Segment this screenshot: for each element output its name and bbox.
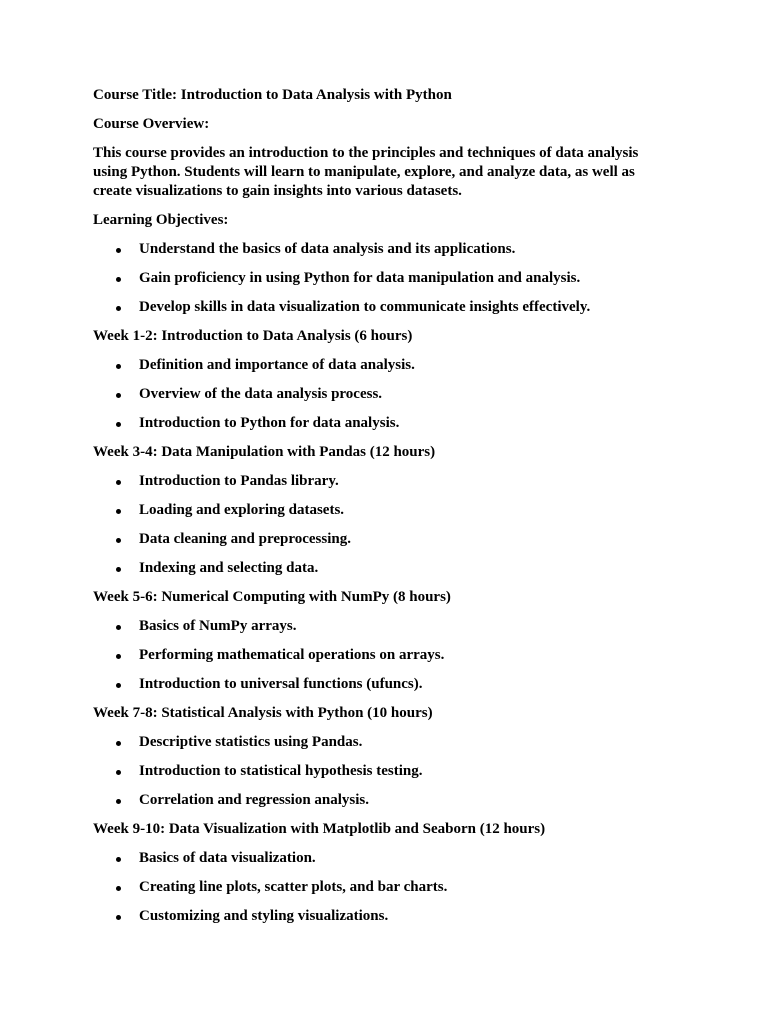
section-list-week-7-8 [93, 733, 693, 810]
list-item [93, 385, 693, 404]
section-heading-week-1-2: Week 1-2: Introduction to Data Analysis (6 hours) [93, 328, 413, 344]
list-item [93, 907, 693, 926]
bullet-icon [116, 538, 121, 543]
list-item-text: Basics of NumPy arrays. [139, 618, 297, 634]
overview-paragraph: This course provides an introduction to the principles and techniques of data analysis using Python. Students will learn to manipulate, explore, and analyze data, as well as create visualizations to gain insights into various datasets. [93, 145, 639, 199]
list-item-text: Introduction to statistical hypothesis testing. [139, 763, 423, 779]
bullet-icon [116, 306, 121, 311]
list-item [93, 675, 693, 694]
course-title: Course Title: Introduction to Data Analysis with Python [93, 87, 452, 103]
list-item [93, 269, 693, 288]
list-item [93, 530, 693, 549]
bullet-icon [116, 625, 121, 630]
list-item [93, 356, 693, 375]
list-item-text: Customizing and styling visualizations. [139, 908, 389, 924]
bullet-icon [116, 480, 121, 485]
list-item-text: Introduction to Python for data analysis. [139, 415, 400, 431]
bullet-icon [116, 277, 121, 282]
bullet-icon [116, 509, 121, 514]
list-item [93, 501, 693, 520]
bullet-icon [116, 886, 121, 891]
document-page [93, 86, 693, 936]
bullet-icon [116, 393, 121, 398]
list-item-text: Develop skills in data visualization to communicate insights effectively. [139, 299, 591, 315]
bullet-icon [116, 422, 121, 427]
bullet-icon [116, 364, 121, 369]
section-heading-week-3-4: Week 3-4: Data Manipulation with Pandas (12 hours) [93, 444, 436, 460]
section-list-week-5-6 [93, 617, 693, 694]
section-list-week-3-4 [93, 472, 693, 578]
section-list-week-1-2 [93, 356, 693, 433]
list-item-text: Introduction to Pandas library. [139, 473, 339, 489]
list-item [93, 762, 693, 781]
list-item-text: Definition and importance of data analysis. [139, 357, 415, 373]
section-heading-learning-objectives: Learning Objectives: [93, 212, 229, 228]
section-list-learning-objectives [93, 240, 693, 317]
list-item-text: Data cleaning and preprocessing. [139, 531, 351, 547]
list-item [93, 559, 693, 578]
list-item [93, 240, 693, 259]
list-item-text: Understand the basics of data analysis and its applications. [139, 241, 516, 257]
list-item-text: Basics of data visualization. [139, 850, 316, 866]
list-item-text: Indexing and selecting data. [139, 560, 319, 576]
list-item [93, 646, 693, 665]
bullet-icon [116, 770, 121, 775]
list-item [93, 849, 693, 868]
section-heading-week-7-8: Week 7-8: Statistical Analysis with Python (10 hours) [93, 705, 433, 721]
list-item-text: Loading and exploring datasets. [139, 502, 345, 518]
section-heading-week-9-10: Week 9-10: Data Visualization with Matplotlib and Seaborn (12 hours) [93, 821, 546, 837]
list-item-text: Performing mathematical operations on arrays. [139, 647, 445, 663]
list-item [93, 791, 693, 810]
list-item-text: Gain proficiency in using Python for data manipulation and analysis. [139, 270, 581, 286]
bullet-icon [116, 248, 121, 253]
list-item-text: Creating line plots, scatter plots, and bar charts. [139, 879, 448, 895]
bullet-icon [116, 683, 121, 688]
bullet-icon [116, 799, 121, 804]
list-item [93, 617, 693, 636]
bullet-icon [116, 654, 121, 659]
list-item [93, 878, 693, 897]
bullet-icon [116, 857, 121, 862]
list-item-text: Overview of the data analysis process. [139, 386, 383, 402]
list-item-text: Correlation and regression analysis. [139, 792, 370, 808]
list-item [93, 472, 693, 491]
bullet-icon [116, 915, 121, 920]
section-list-week-9-10 [93, 849, 693, 926]
list-item-text: Descriptive statistics using Pandas. [139, 734, 363, 750]
list-item [93, 414, 693, 433]
list-item-text: Introduction to universal functions (ufuncs). [139, 676, 423, 692]
bullet-icon [116, 567, 121, 572]
list-item [93, 733, 693, 752]
bullet-icon [116, 741, 121, 746]
list-item [93, 298, 693, 317]
section-heading-week-5-6: Week 5-6: Numerical Computing with NumPy (8 hours) [93, 589, 451, 605]
overview-heading: Course Overview: [93, 116, 210, 132]
